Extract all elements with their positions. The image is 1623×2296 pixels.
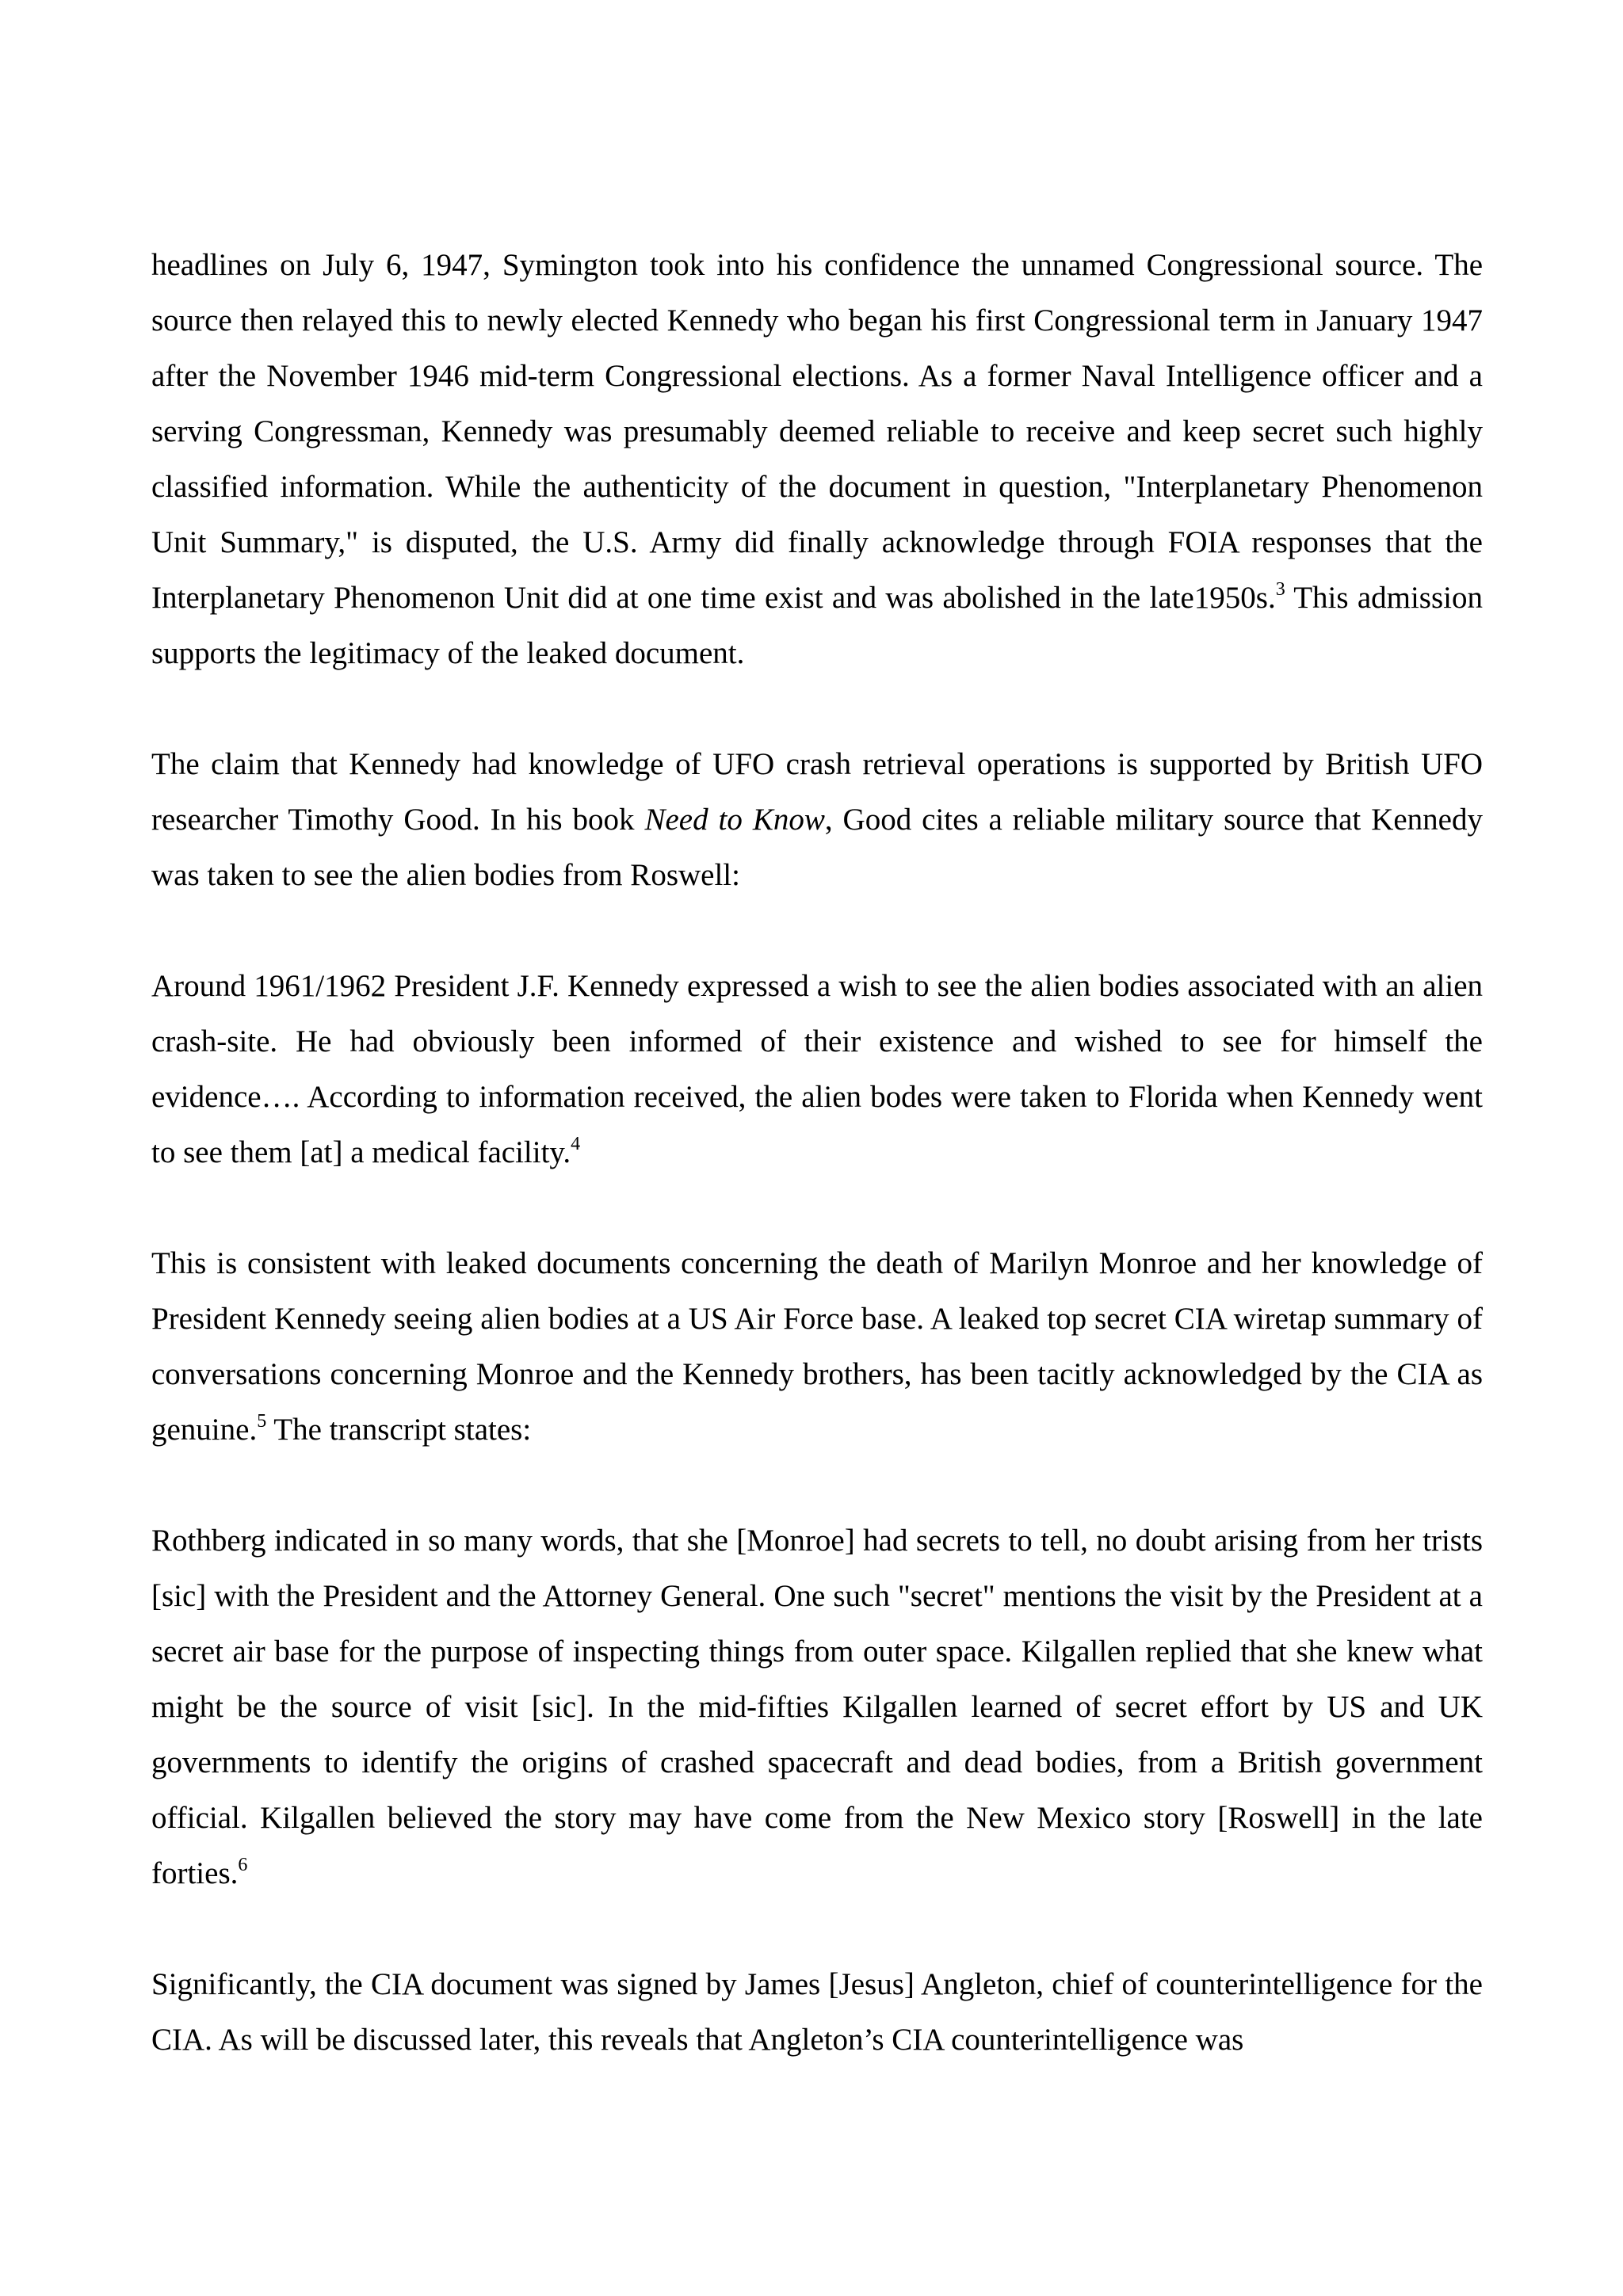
paragraph-text: Significantly, the CIA document was signed by James [Jesus] Angleton, chief of counterintelligence for the CIA. As will be discussed later, this reveals that Angleton’s CIA counterintelligence was — [151, 1967, 1483, 2057]
paragraph-text: headlines on July 6, 1947, Symington took into his confidence the unnamed Congressional source. The source then relayed this to newly elected Kennedy who began his first Congressional term in January 1947 after the November 1946 mid-term Congressional elections. As a former Naval Intelligence officer and a serving Congressman, Kennedy was presumably deemed reliable to receive and keep secret such highly classified information. While the authenticity of the document in question, "Interplanetary Phenomenon Unit Summary," is disputed, the U.S. Army did finally acknowledge through FOIA responses that the Interplanetary Phenomenon Unit did at one time exist and was abolished in the late1950s. — [151, 248, 1483, 615]
footnote-ref: 5 — [257, 1411, 267, 1432]
paragraph-3-quote — [151, 959, 1483, 1180]
paragraph-text: Rothberg indicated in so many words, that she [Monroe] had secrets to tell, no doubt arising from her trists [sic] with the President and the Attorney General. One such "secret" mentions the visit by the President at a secret air base for the purpose of inspecting things from outer space. Kilgallen replied that she knew what might be the source of visit [sic]. In the mid-fifties Kilgallen learned of secret effort by US and UK governments to identify the origins of crashed spacecraft and dead bodies, from a British government official. Kilgallen believed the story may have come from the New Mexico story [Roswell] in the late forties. — [151, 1524, 1483, 1890]
document-page — [151, 238, 1483, 2068]
paragraph-6 — [151, 1957, 1483, 2068]
paragraph-text: Around 1961/1962 President J.F. Kennedy expressed a wish to see the alien bodies associated with an alien crash-site. He had obviously been informed of their existence and wished to see for himself the evidence…. According to information received, the alien bodes were taken to Florida when Kennedy went to see them [at] a medical facility. — [151, 969, 1483, 1169]
book-title: Need to Know — [644, 803, 825, 837]
footnote-ref: 3 — [1275, 579, 1285, 600]
paragraph-2 — [151, 737, 1483, 903]
paragraph-text: This is consistent with leaked documents concerning the death of Marilyn Monroe and her knowledge of President Kennedy seeing alien bodies at a US Air Force base. A leaked top secret CIA wiretap summary of conversations concerning Monroe and the Kennedy brothers, has been tacitly acknowledged by the CIA as genuine. — [151, 1246, 1483, 1447]
paragraph-4 — [151, 1236, 1483, 1458]
paragraph-5-quote — [151, 1513, 1483, 1901]
paragraph-text: The claim that Kennedy had knowledge of UFO crash retrieval operations is supported by British UFO researcher Timothy Good. In his book — [151, 747, 1483, 837]
footnote-ref: 4 — [571, 1134, 581, 1154]
paragraph-text: The transcript states: — [266, 1413, 532, 1447]
paragraph-1 — [151, 238, 1483, 681]
footnote-ref: 6 — [238, 1855, 248, 1875]
paragraph-text: This admission supports the legitimacy of the leaked document. — [151, 581, 1483, 670]
paragraph-text: , Good cites a reliable military source that Kennedy was taken to see the alien bodies from Roswell: — [151, 803, 1483, 892]
